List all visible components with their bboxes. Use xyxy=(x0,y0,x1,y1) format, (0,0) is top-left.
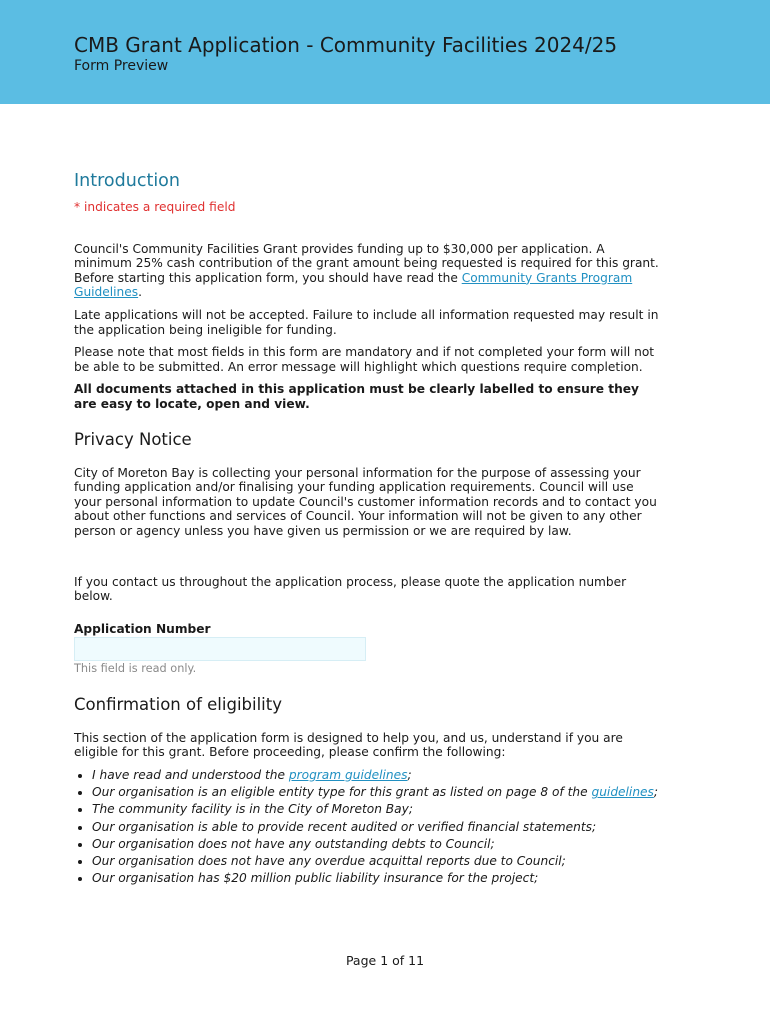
privacy-paragraph-2: If you contact us throughout the application process, please quote the application number below. xyxy=(74,574,627,604)
introduction-heading: Introduction xyxy=(74,171,180,191)
program-guidelines-link[interactable]: program guidelines xyxy=(288,768,408,783)
form-title: CMB Grant Application - Community Facilities 2024/25 xyxy=(74,33,618,57)
intro-paragraph-4: All documents attached in this application must be clearly labelled to ensure they are easy to locate, open and view. xyxy=(74,382,639,411)
list-item: • Our organisation does not have any outstanding debts to Council; xyxy=(92,837,664,852)
list-item: • The community facility is in the City of Moreton Bay; xyxy=(92,802,664,817)
header-banner xyxy=(0,0,770,104)
intro-paragraph-1 xyxy=(74,242,664,300)
page-number: Page 1 of 11 xyxy=(345,953,425,968)
intro-paragraph-3: Please note that most fields in this form are mandatory and if not completed your form will not be able to be submitted. An error message will highlight which questions require completion. xyxy=(74,345,655,374)
list-item: • Our organisation has $20 million public liability insurance for the project; xyxy=(92,871,664,886)
item-text: I have read and understood the xyxy=(92,768,289,783)
required-field-note: * indicates a required field xyxy=(74,200,236,214)
privacy-paragraph-1: City of Moreton Bay is collecting your personal information for the purpose of assessing your funding application and/or finalising your funding application requirements. Council will use your personal information to update Council's customer information records and to contact you about other functions and services of Council. Your information will not be given to any other person or agency unless you have given us permission or we are required by law. xyxy=(74,465,657,538)
spacer xyxy=(74,547,664,575)
eligibility-heading: Confirmation of eligibility xyxy=(74,694,282,714)
eligibility-checklist xyxy=(74,768,664,886)
form-content xyxy=(74,170,664,888)
read-only-hint: This field is read only. xyxy=(74,662,197,676)
list-item xyxy=(92,785,664,800)
item-text: Our organisation is an eligible entity type for this grant as listed on page 8 of the xyxy=(92,785,592,800)
item-text: ; xyxy=(407,768,412,783)
guidelines-link-2[interactable]: guidelines xyxy=(591,785,654,800)
list-item: • Our organisation is able to provide recent audited or verified financial statements; xyxy=(92,820,664,835)
privacy-heading: Privacy Notice xyxy=(74,429,192,449)
item-text: ; xyxy=(653,785,659,800)
eligibility-intro: This section of the application form is designed to help you, and us, understand if you are eligible for this grant. Before proceeding, please confirm the following: xyxy=(74,730,623,760)
intro-p1-end: . xyxy=(138,285,143,300)
list-item xyxy=(92,768,664,783)
intro-p1-text: Council's Community Facilities Grant provides funding up to $30,000 per application. A minimum 25% cash contribution of the grant amount being requested is required for this grant. Before starting this application form, you should have read the xyxy=(74,241,659,285)
application-number-field xyxy=(74,637,366,661)
form-subtitle: Form Preview xyxy=(74,58,169,74)
guidelines-link[interactable]: Community Grants Program Guidelines xyxy=(74,270,633,300)
intro-paragraph-2: Late applications will not be accepted. Failure to include all information requested may result in the application being ineligible for funding. xyxy=(74,307,659,337)
application-number-label: Application Number xyxy=(74,621,211,636)
list-item: • Our organisation does not have any overdue acquittal reports due to Council; xyxy=(92,854,664,869)
